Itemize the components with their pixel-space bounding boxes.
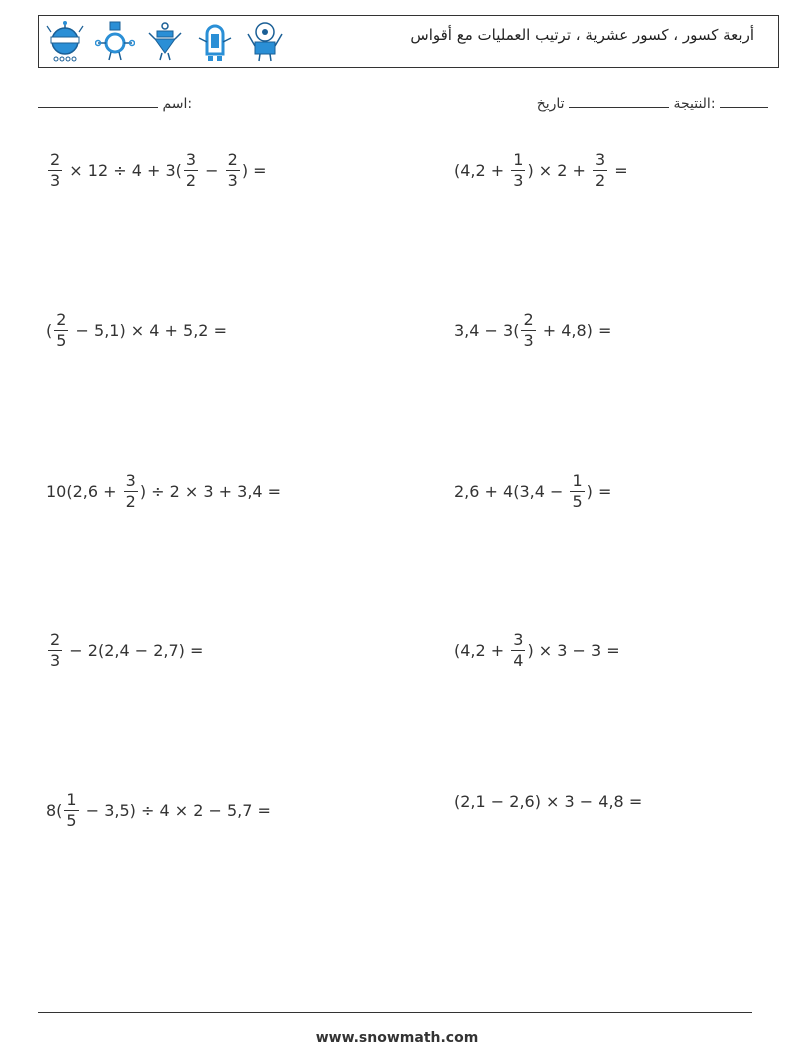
fraction-denominator: 2 bbox=[125, 491, 136, 511]
expression-text: ) × 3 − 3 = bbox=[527, 640, 620, 660]
fraction-denominator: 3 bbox=[523, 330, 534, 350]
fraction bbox=[226, 151, 240, 190]
fraction-numerator: 1 bbox=[513, 149, 524, 169]
fraction bbox=[511, 631, 525, 670]
fraction bbox=[48, 631, 62, 670]
expression-text: 3,4 − 3( bbox=[454, 320, 520, 340]
fraction-denominator: 5 bbox=[66, 810, 77, 830]
fraction-numerator: 1 bbox=[66, 789, 77, 809]
fraction-denominator: 2 bbox=[595, 170, 606, 190]
expression-text: 2,6 + 4(3,4 − bbox=[454, 481, 569, 501]
problem-10 bbox=[454, 771, 642, 831]
expression-text: 10(2,6 + bbox=[46, 481, 122, 501]
fraction bbox=[54, 311, 68, 350]
fraction-numerator: 3 bbox=[513, 629, 524, 649]
expression-text: − 2(2,4 − 2,7) = bbox=[64, 640, 204, 660]
robot-icon-5 bbox=[245, 20, 285, 64]
expression-text: ) = bbox=[586, 481, 612, 501]
fraction-denominator: 2 bbox=[185, 170, 197, 190]
date-score-fields bbox=[537, 94, 768, 112]
worksheet-title: أربعة كسور ، كسور عشرية ، ترتيب العمليات مع أقواس bbox=[410, 26, 754, 44]
expression-text: ) ÷ 2 × 3 + 3,4 = bbox=[139, 481, 282, 501]
expression-text: (4,2 + bbox=[454, 640, 510, 660]
robot-icon-3 bbox=[145, 20, 185, 64]
fraction-numerator: 1 bbox=[572, 470, 583, 490]
robot-icon-2 bbox=[95, 20, 135, 64]
expression-text: × 12 ÷ 4 + 3( bbox=[64, 160, 182, 180]
problem-3 bbox=[46, 300, 227, 360]
fraction-denominator: 3 bbox=[227, 170, 238, 190]
fraction-denominator: 4 bbox=[513, 650, 524, 670]
expression-text: ) = bbox=[241, 160, 267, 180]
name-field[interactable] bbox=[38, 94, 192, 112]
fraction-denominator: 5 bbox=[56, 330, 67, 350]
expression-text: − 5,1) × 4 + 5,2 = bbox=[70, 320, 227, 340]
problem-5 bbox=[46, 461, 281, 521]
problem-8 bbox=[454, 620, 620, 680]
fraction-denominator: 3 bbox=[50, 170, 61, 190]
fraction bbox=[48, 151, 62, 190]
expression-text: (4,2 + bbox=[454, 160, 510, 180]
expression-text: − 3,5) ÷ 4 × 2 − 5,7 = bbox=[80, 800, 271, 820]
date-label: تاريخ: bbox=[536, 96, 716, 112]
footer-url: www.snowmath.com bbox=[315, 1030, 479, 1046]
fraction-numerator: 2 bbox=[50, 629, 61, 649]
problem-2 bbox=[454, 140, 628, 200]
problem-4 bbox=[454, 300, 611, 360]
fraction-numerator: 2 bbox=[523, 309, 534, 329]
problem-9 bbox=[46, 780, 271, 840]
expression-text: 8( bbox=[46, 800, 63, 820]
robot-icon-1 bbox=[45, 20, 85, 64]
fraction bbox=[184, 151, 198, 190]
expression-text: ) × 2 + bbox=[527, 160, 592, 180]
date-blank[interactable] bbox=[720, 94, 768, 108]
robot-icons bbox=[45, 20, 285, 64]
problem-7 bbox=[46, 620, 203, 680]
name-blank[interactable] bbox=[38, 94, 158, 108]
fraction bbox=[521, 311, 535, 350]
fraction bbox=[124, 472, 138, 511]
score-label: النتيجة bbox=[673, 96, 711, 112]
fraction-numerator: 3 bbox=[185, 149, 197, 169]
fraction-denominator: 3 bbox=[50, 650, 61, 670]
expression-text: − bbox=[200, 160, 224, 180]
fraction-numerator: 3 bbox=[595, 149, 606, 169]
fraction-denominator: 3 bbox=[513, 170, 524, 190]
fraction bbox=[511, 151, 525, 190]
fraction-denominator: 5 bbox=[572, 491, 583, 511]
score-blank[interactable] bbox=[569, 94, 669, 108]
robot-icon-4 bbox=[195, 20, 235, 64]
fraction bbox=[64, 791, 78, 830]
fraction-numerator: 2 bbox=[227, 149, 238, 169]
fraction-numerator: 2 bbox=[50, 149, 61, 169]
fraction bbox=[593, 151, 607, 190]
name-label: اسم: bbox=[162, 96, 193, 112]
expression-text: = bbox=[609, 160, 628, 180]
fraction bbox=[570, 472, 584, 511]
fraction-numerator: 3 bbox=[125, 470, 136, 490]
expression-text: (2,1 − 2,6) × 3 − 4,8 = bbox=[454, 791, 643, 811]
footer-divider bbox=[38, 1012, 752, 1013]
worksheet-header bbox=[38, 15, 779, 68]
problem-1 bbox=[46, 140, 267, 200]
problem-6 bbox=[454, 461, 611, 521]
expression-text: + 4,8) = bbox=[537, 320, 612, 340]
fraction-numerator: 2 bbox=[56, 309, 67, 329]
expression-text: ( bbox=[46, 320, 53, 340]
